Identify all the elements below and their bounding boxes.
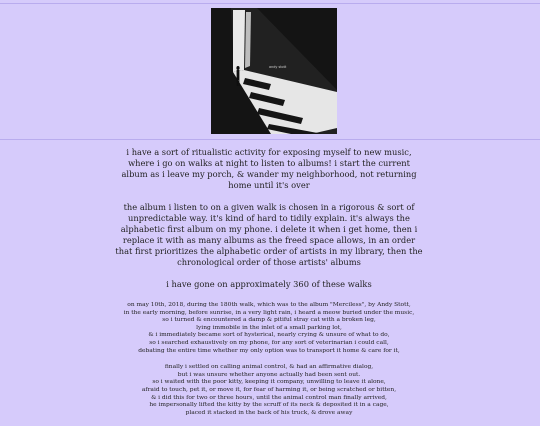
story-line: on may 10th, 2018, during the 180th walk, which was to the album "Merciless", by Andy Stott, <box>127 302 411 308</box>
story-line: & i did this for two or three hours, until the animal control man finally arrived, <box>151 394 387 401</box>
intro-paragraph: i have gone on approximately 360 of these walks <box>166 279 372 289</box>
story-line: so i searched exhaustively on my phone, for any sort of veterinarian i could call, <box>149 339 389 346</box>
story-line: in the early morning, before sunrise, in a very light rain, i heard a meow buried under the music, <box>123 309 415 316</box>
post-body <box>114 147 424 426</box>
story-line: & i immediately became sort of hysterical, nearly crying & unsure of what to do, <box>148 332 390 339</box>
section-divider <box>0 139 540 140</box>
story-line: so i turned & encountered a damp & pitiful stray cat with a broken leg, <box>162 317 376 324</box>
story-line: he impersonally lifted the kitty by the scruff of its neck & deposited it in a cage, <box>149 402 389 409</box>
story-paragraph-1 <box>114 302 424 355</box>
intro-paragraph: the album i listen to on a given walk is chosen in a rigorous & sort of unpredictable way. it's kind of hard to tidily explain. it's always the alphabetic first album on my phone. i delete it when i get home, then i replace it with as many albums as the freed space allows, in an order that first prioritizes the alphabetic order of artists in my library, then the chronological order of those artists' albums <box>115 202 423 267</box>
story-line: debating the entire time whether my only option was to transport it home & care for it, <box>138 347 400 354</box>
story-line: placed it stacked in the back of his truck, & drove away <box>185 409 353 416</box>
album-cover-text: andy stott <box>269 65 287 69</box>
album-cover-art <box>211 8 337 134</box>
intro-paragraph: i have a sort of ritualistic activity for exposing myself to new music, where i go on walks at night to listen to albums! i start the current album as i leave my porch, & wander my neighborhood, not returning home until it's over <box>121 147 417 190</box>
story-line: lying immobile in the inlet of a small parking lot, <box>196 324 342 331</box>
story-line: so i waited with the poor kitty, keeping it company, unwilling to leave it alone, <box>152 379 386 386</box>
top-divider <box>0 3 540 4</box>
story-line: afraid to touch, pet it, or move it, for fear of harming it, or being scratched or bitten, <box>141 386 397 393</box>
story-paragraph-2 <box>114 364 424 417</box>
story-line: finally i settled on calling animal control, & had an affirmative dialog, <box>164 364 374 371</box>
album-cover-image <box>211 8 337 134</box>
story-line: but i was unsure whether anyone actually had been sent out. <box>177 371 361 378</box>
